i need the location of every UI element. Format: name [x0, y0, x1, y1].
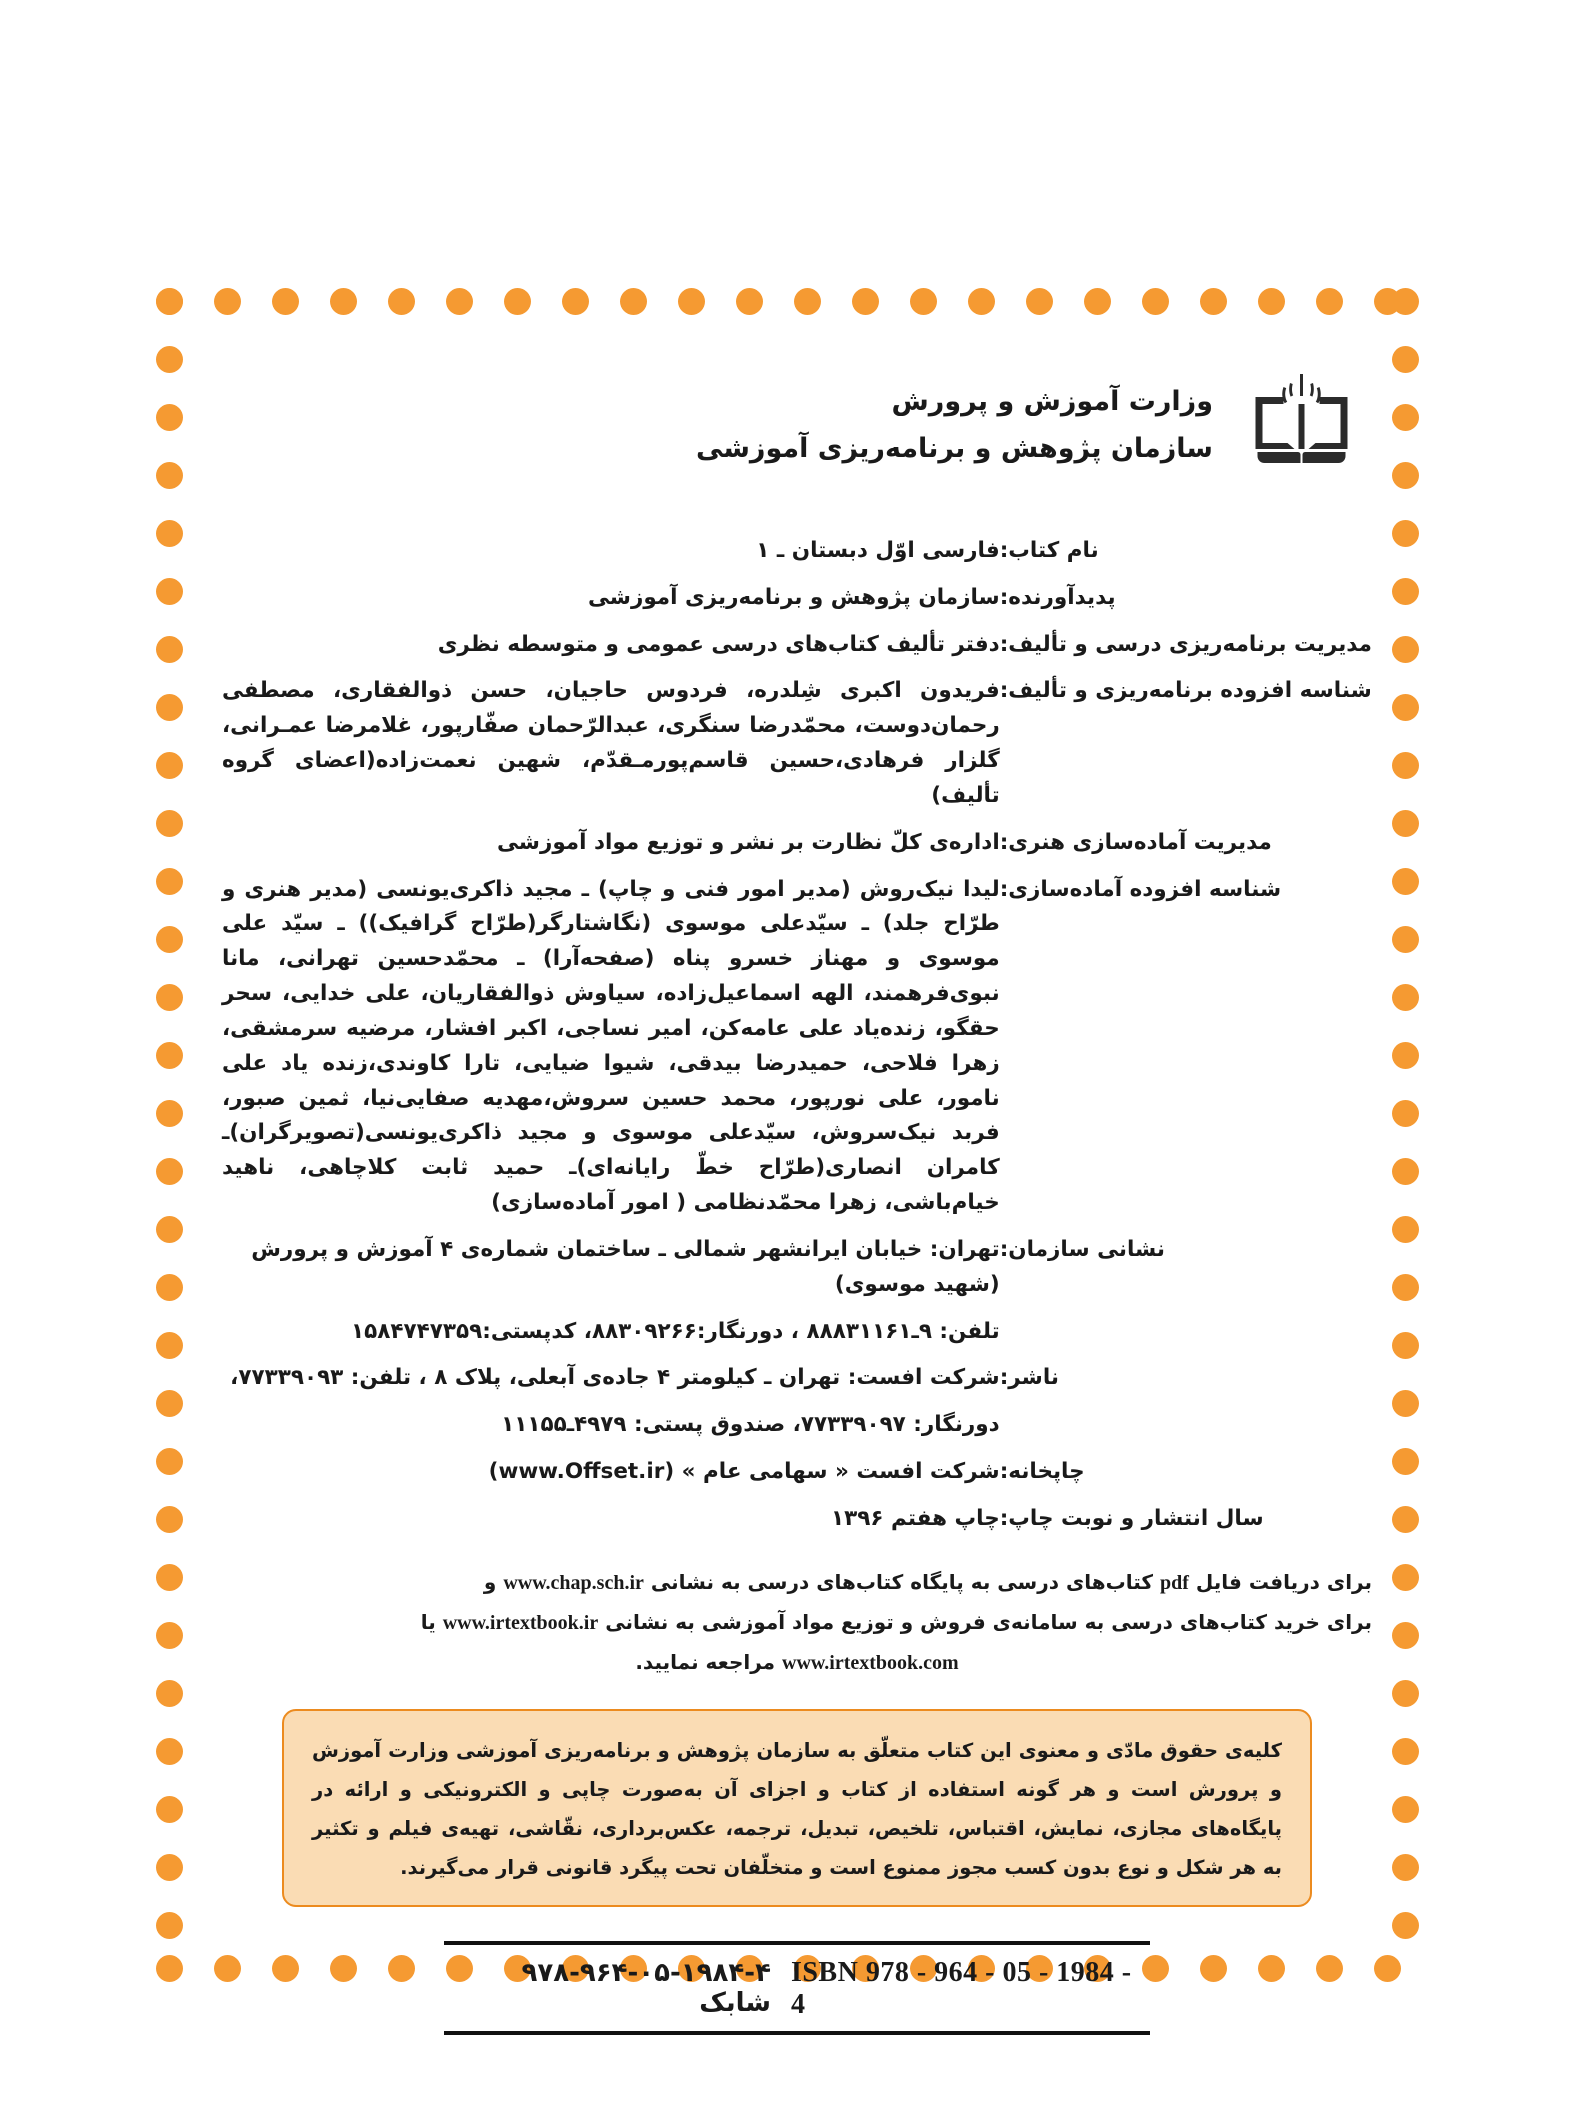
border-dot — [1392, 404, 1419, 431]
border-dot — [1392, 1738, 1419, 1765]
note-pdf-text-c: و — [483, 1569, 497, 1594]
irtextbook-ir-link[interactable]: www.irtextbook.ir — [442, 1611, 599, 1634]
label-creator: پدیدآورنده: — [999, 584, 1116, 610]
border-dot — [1392, 1622, 1419, 1649]
border-dot — [1392, 1390, 1419, 1417]
table-row-curriculum-management — [222, 628, 1372, 675]
note-pdf-keyword: pdf — [1160, 1571, 1189, 1594]
border-dot — [1392, 1332, 1419, 1359]
note-store-text-b: یا — [420, 1609, 436, 1634]
border-dot — [794, 288, 821, 315]
table-row-organization-address — [222, 1233, 1372, 1315]
border-dot — [156, 752, 183, 779]
border-dot — [968, 288, 995, 315]
copyright-notice-box — [282, 1709, 1312, 1907]
dot-border-right — [1392, 288, 1419, 1939]
border-dot — [1084, 288, 1111, 315]
border-dot — [1258, 288, 1285, 315]
border-dot — [1392, 868, 1419, 895]
border-dot — [156, 1680, 183, 1707]
border-dot — [1392, 1158, 1419, 1185]
label-organization-address: نشانی سازمان: — [999, 1236, 1165, 1262]
border-dot — [156, 926, 183, 953]
value-publisher-line-2: دورنگار: ۷۷۳۳۹۰۹۷، صندوق پستی: ۴۹۷۹ـ۱۱۱۵۵ — [501, 1412, 1000, 1438]
border-dot — [1392, 1100, 1419, 1127]
border-dot — [678, 288, 705, 315]
border-dot — [1142, 288, 1169, 315]
note-line-store — [222, 1603, 1372, 1643]
note-store-text-c: مراجعه نمایید. — [635, 1649, 776, 1674]
border-dot — [1316, 288, 1343, 315]
border-dot — [1392, 520, 1419, 547]
value-printing-house: شرکت افست « سهامی عام » (www.Offset.ir) — [488, 1459, 1000, 1485]
border-dot — [1392, 1274, 1419, 1301]
ministry-of-education-emblem-icon — [1239, 364, 1364, 484]
border-dot — [156, 346, 183, 373]
border-dot — [1392, 1448, 1419, 1475]
table-row-creator — [222, 581, 1372, 628]
isbn-bar — [444, 1941, 1150, 2035]
border-dot — [1392, 810, 1419, 837]
table-row-organization-phone — [222, 1315, 1372, 1362]
label-printing-house: چاپخانه: — [999, 1459, 1085, 1485]
border-dot — [156, 1158, 183, 1185]
border-dot — [1392, 1796, 1419, 1823]
value-creator: سازمان پژوهش و برنامه‌ریزی آموزشی — [588, 584, 1000, 610]
label-publisher: ناشر: — [999, 1365, 1059, 1391]
border-dot — [562, 288, 589, 315]
label-spacer-1 — [1000, 1315, 1372, 1362]
colophon-content — [222, 340, 1372, 2020]
value-curriculum-management: دفتر تألیف کتاب‌های درسی عمومی و متوسطه نظری — [437, 631, 1000, 657]
note-line-store-alt — [222, 1643, 1372, 1683]
border-dot — [156, 404, 183, 431]
table-row-art-preparation-management — [222, 826, 1372, 873]
border-dot — [1392, 288, 1419, 315]
border-dot — [156, 810, 183, 837]
table-row-publisher — [222, 1361, 1372, 1408]
note-pdf-text-a: برای دریافت فایل — [1195, 1569, 1372, 1594]
border-dot — [156, 1796, 183, 1823]
border-dot — [1392, 1216, 1419, 1243]
border-dot — [1374, 1955, 1401, 1982]
border-dot — [620, 288, 647, 315]
border-dot — [156, 1042, 183, 1069]
border-dot — [156, 1216, 183, 1243]
online-resources-notes — [222, 1563, 1372, 1683]
border-dot — [1392, 462, 1419, 489]
note-store-text-a: برای خرید کتاب‌های درسی به سامانه‌ی فروش و توزیع مواد آموزشی به نشانی — [605, 1609, 1372, 1634]
dot-border-left — [156, 288, 183, 1939]
value-authoring-credits: فریدون اکبری شِلدره، فردوس حاجیان، حسن ذوالفقاری، مصطفی رحمان‌دوست، محمّدرضا سنگری، عبدالرّحمان صفّارپور، غلامرضا عمـرانی، گلزار فرهادی،حسین قاسم‌پورمـقدّم، شهین نعمت‌زاده(اعضای گروه تألیف) — [222, 678, 1000, 808]
table-row-publisher-fax — [222, 1408, 1372, 1455]
border-dot — [156, 1955, 183, 1982]
book-metadata-table — [222, 534, 1372, 1549]
border-dot — [1392, 1680, 1419, 1707]
ministry-title-line-2: سازمان پژوهش و برنامه‌ریزی آموزشی — [696, 433, 1213, 465]
border-dot — [156, 462, 183, 489]
border-dot — [156, 1738, 183, 1765]
isbn-persian: ۹۷۸-۹۶۴-۰۵-۱۹۸۴-۴ شابک — [521, 1957, 771, 2018]
value-publisher-line-1: شرکت افست: تهران ـ کیلومتر ۴ جاده‌ی آبعلی، پلاک ۸ ، تلفن: ۷۷۳۳۹۰۹۳، — [230, 1365, 1000, 1391]
label-publication-year: سال انتشار و نوبت چاپ: — [999, 1505, 1264, 1531]
border-dot — [156, 288, 183, 315]
border-dot — [1392, 578, 1419, 605]
masthead — [222, 364, 1372, 494]
chap-sch-ir-link[interactable]: www.chap.sch.ir — [503, 1571, 644, 1594]
isbn-latin: ISBN 978 - 964 - 05 - 1984 - 4 — [790, 1956, 1132, 2020]
border-dot — [156, 1448, 183, 1475]
value-organization-address-line-1: تهران: خیابان ایرانشهر شمالی ـ ساختمان شماره‌ی ۴ آموزش و پرورش (شهید موسوی) — [251, 1236, 1000, 1297]
ministry-title-line-1: وزارت آموزش و پرورش — [891, 386, 1213, 417]
border-dot — [156, 1390, 183, 1417]
border-dot — [736, 288, 763, 315]
label-curriculum-management: مدیریت برنامه‌ریزی درسی و تألیف: — [999, 631, 1372, 657]
value-preparation-credits: لیدا نیک‌روش (مدیر امور فنی و چاپ) ـ مجید ذاکری‌یونسی (مدیر هنری و طرّاح جلد) ـ سیّدعلی موسوی (نگاشتارگر(طرّاح گرافیک)) ـ سیّد علی موسوی و مهناز خسرو پناه (صفحه‌آرا) ـ محمّدحسین تهرانی، مانا نبوی‌فرهمند، الهه اسماعیل‌زاده، سیاوش ذوالفقاریان، علی خدایی، سحر حقگو، زنده‌یاد علی عامه‌کن، امیر نساجی، اکبر افشار، مرضیه سرمشقی، زهرا فلاحی، حمیدرضا بیدقی، شیوا ضیایی، تارا کاوندی،زنده یاد علی نامور، علی نورپور، محمد حسین سروش،مهدیه صفایی‌نیا، ثمین صبور، فربد نیک‌سروش، سیّدعلی موسوی و مجید ذاکری‌یونسی(تصویرگران)ـ کامران انصاری(طرّاح خطّ رایانه‌ای)ـ حمید ثابت کلاچاهی، ناهید خیام‌باشی، زهرا محمّدنظامی ( امور آماده‌سازی) — [222, 876, 1000, 1216]
border-dot — [156, 520, 183, 547]
irtextbook-com-link[interactable]: www.irtextbook.com — [782, 1651, 959, 1674]
border-dot — [214, 288, 241, 315]
border-dot — [446, 288, 473, 315]
border-dot — [1392, 752, 1419, 779]
border-dot — [1392, 1912, 1419, 1939]
border-dot — [156, 1100, 183, 1127]
border-dot — [156, 1912, 183, 1939]
label-authoring-credits: شناسه افزوده برنامه‌ریزی و تألیف: — [999, 678, 1372, 704]
border-dot — [156, 1274, 183, 1301]
value-art-preparation-management: اداره‌ی کلّ نظارت بر نشر و توزیع مواد آموزشی — [497, 829, 1000, 855]
border-dot — [1392, 1564, 1419, 1591]
border-dot — [330, 288, 357, 315]
border-dot — [156, 578, 183, 605]
label-art-preparation-management: مدیریت آماده‌سازی هنری: — [999, 829, 1272, 855]
border-dot — [1392, 346, 1419, 373]
dot-border-top — [156, 288, 1401, 315]
border-dot — [156, 694, 183, 721]
table-row-authoring-credits — [222, 674, 1372, 825]
border-dot — [388, 288, 415, 315]
border-dot — [1392, 1506, 1419, 1533]
value-publication-year: چاپ هفتم ۱۳۹۶ — [831, 1505, 1000, 1531]
table-row-printing-house — [222, 1455, 1372, 1502]
border-dot — [1392, 1042, 1419, 1069]
border-dot — [1392, 1854, 1419, 1881]
table-row-book-title — [222, 534, 1372, 581]
border-dot — [1026, 288, 1053, 315]
border-dot — [156, 1506, 183, 1533]
border-dot — [1392, 694, 1419, 721]
border-dot — [156, 1564, 183, 1591]
value-organization-address-line-2: تلفن: ۹ـ۸۸۸۳۱۱۶۱ ، دورنگار:۸۸۳۰۹۲۶۶، کدپستی:۱۵۸۴۷۴۷۳۵۹ — [351, 1318, 1000, 1344]
border-dot — [1200, 288, 1227, 315]
border-dot — [504, 288, 531, 315]
border-dot — [156, 1332, 183, 1359]
table-row-publication-year — [222, 1502, 1372, 1549]
ministry-titles — [696, 364, 1213, 473]
table-row-preparation-credits — [222, 873, 1372, 1233]
border-dot — [156, 868, 183, 895]
label-book-title: نام کتاب: — [999, 538, 1099, 563]
note-line-pdf — [222, 1563, 1372, 1603]
border-dot — [1392, 984, 1419, 1011]
border-dot — [156, 1854, 183, 1881]
label-spacer-2 — [1000, 1408, 1372, 1455]
border-dot — [1392, 926, 1419, 953]
value-book-title: فارسی اوّل دبستان ـ ۱ — [756, 538, 1000, 563]
border-dot — [156, 636, 183, 663]
border-dot — [156, 1622, 183, 1649]
copyright-notice-text: کلیه‌ی حقوق مادّی و معنوی این کتاب متعلّق به سازمان پژوهش و برنامه‌ریزی آموزشی وزارت آموزش و پرورش است و هر گونه استفاده از کتاب و اجزای آن به‌صورت چاپی و الکترونیکی و ارائه در پایگاه‌های مجازی، نمایش، اقتباس، تلخیص، تبدیل، ترجمه، عکس‌برداری، نقّاشی، تهیه‌ی فیلم و تکثیر به هر شکل و نوع بدون کسب مجوز ممنوع است و متخلّفان تحت پیگرد قانونی قرار می‌گیرند. — [312, 1738, 1282, 1879]
label-preparation-credits: شناسه افزوده آماده‌سازی: — [999, 876, 1282, 902]
border-dot — [1392, 636, 1419, 663]
border-dot — [156, 984, 183, 1011]
border-dot — [910, 288, 937, 315]
border-dot — [272, 288, 299, 315]
border-dot — [852, 288, 879, 315]
note-pdf-text-b: کتاب‌های درسی به پایگاه کتاب‌های درسی به نشانی — [650, 1569, 1154, 1594]
